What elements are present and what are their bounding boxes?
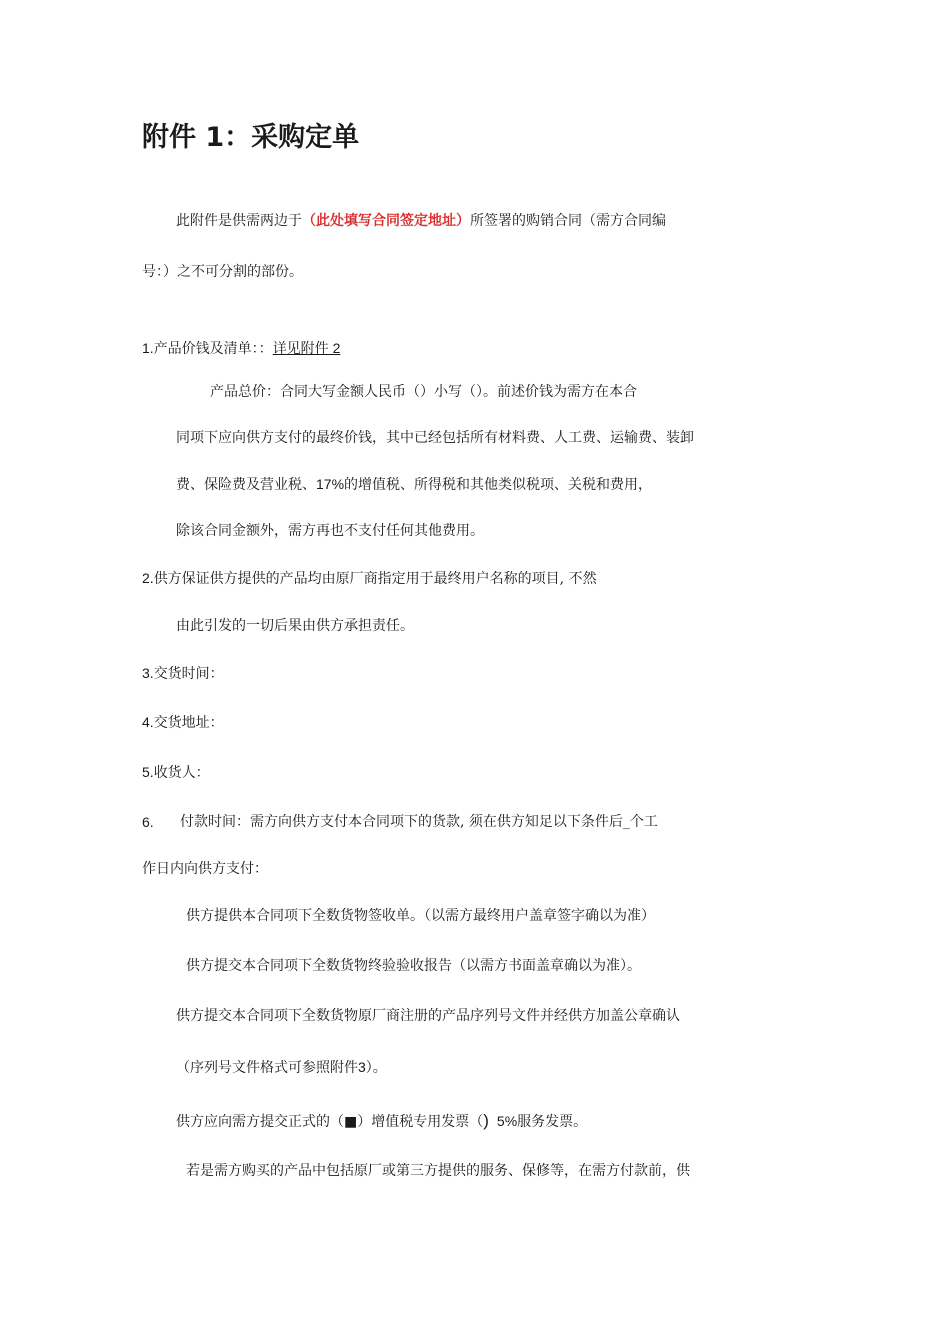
- payment-condition-3-line-2: [176, 1057, 387, 1078]
- intro-prefix: 此附件是供需两边于: [176, 213, 302, 229]
- condition-4-text-a: 供方应向需方提交正式的（: [176, 1114, 344, 1130]
- attachment-2-link[interactable]: 详见附件 2: [272, 340, 341, 356]
- service-invoice-percent: 5%: [496, 1113, 518, 1129]
- intro-line-1: [176, 211, 666, 231]
- item-1-number: 1.: [142, 340, 154, 356]
- contract-address-placeholder: （此处填写合同签定地址）: [302, 213, 470, 229]
- item-1-total-line-4: 除该合同金额外，需方再也不支付任何其他费用。: [176, 523, 484, 539]
- payment-condition-1: 供方提供本合同项下全数货物签收单。（以需方最终用户盖章签字确以为准）: [186, 908, 655, 924]
- item-2-line-2: 由此引发的一切后果由供方承担责任。: [176, 618, 414, 634]
- attachment-3-number: 3: [358, 1059, 366, 1075]
- condition-4-text-c: 服务发票。: [517, 1114, 588, 1130]
- item-1-total-line-2: 同项下应向供方支付的最终价钱，其中已经包括所有材料费、人工费、运输费、装卸: [176, 430, 694, 446]
- item-4: [142, 712, 224, 733]
- item-1-total-line-3: [176, 474, 652, 495]
- item-1-heading: [142, 338, 340, 359]
- item-5-number: 5.: [142, 764, 154, 780]
- item-3: [142, 663, 224, 684]
- item-3-number: 3.: [142, 665, 154, 681]
- item-4-number: 4.: [142, 714, 154, 730]
- item-2-number: 2.: [142, 570, 154, 586]
- condition-4-text-b: ）增值税专用发票（: [357, 1114, 484, 1130]
- condition-3-text-b: ）。: [365, 1060, 387, 1076]
- payment-condition-2: 供方提交本合同项下全数货物终验验收报告（以需方书面盖章确以为准）。: [186, 958, 641, 974]
- vat-percent: 17%: [316, 476, 345, 492]
- payment-condition-3-line-1: 供方提交本合同项下全数货物原厂商注册的产品序列号文件并经供方加盖公章确认: [176, 1008, 680, 1024]
- condition-4-paren: ): [483, 1111, 489, 1130]
- item-1-label: 产品价钱及清单：：: [153, 341, 273, 357]
- item-5: [142, 762, 210, 783]
- payment-condition-4: [176, 1111, 587, 1132]
- item-5-text: 收货人：: [153, 765, 210, 781]
- item-2-line-1: [142, 568, 597, 589]
- intro-suffix: 所签署的购销合同（需方合同编: [470, 213, 666, 229]
- item-6-line-2: 作日内向供方支付：: [142, 861, 268, 877]
- item-1-total-line-3-b: 的增值税、所得税和其他类似税项、关税和费用，: [344, 477, 653, 493]
- item-3-text: 交货时间：: [153, 666, 224, 682]
- item-6-number: 6.: [142, 814, 154, 830]
- condition-3-text-a: （序列号文件格式可参照附件: [176, 1060, 358, 1076]
- intro-line-2: 号：）之不可分割的部份。: [142, 264, 303, 280]
- item-1-total-line-1: 产品总价：合同大写金额人民币（）小写（）。前述价钱为需方在本合: [210, 384, 637, 400]
- checkbox-mark-icon: ■: [344, 1114, 358, 1130]
- item-2-text: 供方保证供方提供的产品均由原厂商指定用于最终用户名称的项目, 不然: [153, 571, 597, 587]
- page-title: 附件 1：采购定单: [142, 122, 360, 153]
- payment-condition-5: 若是需方购买的产品中包括原厂或第三方提供的服务、保修等，在需方付款前，供: [186, 1163, 690, 1179]
- item-1-total-line-3-a: 费、保险费及营业税、: [176, 477, 316, 493]
- item-4-text: 交货地址：: [153, 715, 224, 731]
- item-6-line-1: 付款时间：需方向供方支付本合同项下的货款, 须在供方知足以下条件后_个工: [180, 814, 658, 830]
